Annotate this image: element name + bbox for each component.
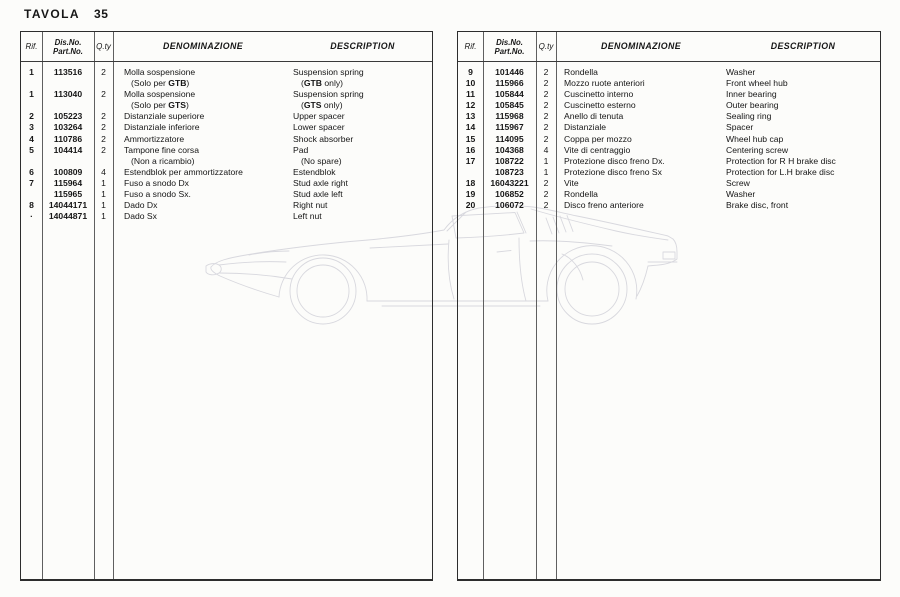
part-number-cell: 105223 xyxy=(53,111,83,122)
table-row xyxy=(21,100,432,111)
denominazione-cell: Coppa per mozzo xyxy=(564,133,632,144)
part-number-cell: 115964 xyxy=(53,177,83,188)
qty-cell: 1 xyxy=(101,177,106,188)
part-number-cell: 114095 xyxy=(495,133,524,144)
qty-cell: 2 xyxy=(543,78,549,89)
part-number-cell: 113040 xyxy=(53,89,83,100)
denominazione-cell: Cuscinetto interno xyxy=(564,89,634,100)
description-cell: Lower spacer xyxy=(293,122,345,133)
description-cell: Washer xyxy=(726,189,756,200)
description-cell: Shock absorber xyxy=(293,133,354,144)
table-row xyxy=(21,189,432,200)
description-cell: Washer xyxy=(726,67,756,77)
denominazione-cell: Protezione disco freno Sx xyxy=(564,166,662,177)
table-row xyxy=(458,122,880,133)
qty-cell: 2 xyxy=(543,133,549,144)
denominazione-cell: Fuso a snodo Dx xyxy=(124,177,189,188)
header-denominazione: DENOMINAZIONE xyxy=(163,41,243,51)
description-cell: Upper spacer xyxy=(293,111,345,122)
rif-cell xyxy=(21,189,42,200)
table-number: 35 xyxy=(93,7,109,21)
part-number-cell: 104414 xyxy=(53,144,83,155)
denominazione-cell: Anello di tenuta xyxy=(564,111,624,122)
qty-cell xyxy=(94,100,113,111)
table-row xyxy=(21,178,432,189)
rif-cell: 1 xyxy=(29,67,34,77)
table-row xyxy=(21,145,432,156)
qty-cell: 2 xyxy=(101,89,106,100)
parts-table-right xyxy=(457,31,881,581)
part-number-cell: 105844 xyxy=(495,89,524,100)
table-header xyxy=(458,32,880,61)
page-title xyxy=(24,7,109,21)
denominazione-cell: Cuscinetto esterno xyxy=(564,100,636,111)
table-row xyxy=(458,111,880,122)
qty-cell: 4 xyxy=(101,166,106,177)
header-description: DESCRIPTION xyxy=(330,41,395,51)
rif-cell xyxy=(21,156,42,167)
qty-cell: 1 xyxy=(543,155,549,166)
denominazione-cell: Tampone fine corsa xyxy=(124,144,199,155)
description-cell: Wheel hub cap xyxy=(726,133,784,144)
qty-cell: 2 xyxy=(101,133,106,144)
header-denominazione: DENOMINAZIONE xyxy=(601,41,681,51)
qty-cell: 2 xyxy=(543,177,549,188)
rif-cell: 6 xyxy=(29,166,34,177)
rif-cell: 16 xyxy=(465,144,476,155)
denominazione-cell: Protezione disco freno Dx. xyxy=(564,155,665,166)
denominazione-cell: Molla sospensione xyxy=(124,89,196,100)
table-header xyxy=(21,32,432,61)
part-number-cell: 106072 xyxy=(495,200,524,211)
parts-table-left xyxy=(20,31,433,581)
description-cell: Brake disc, front xyxy=(726,200,789,211)
description-cell: Outer bearing xyxy=(726,100,779,111)
table-row xyxy=(458,67,880,78)
rif-cell: 17 xyxy=(465,155,476,166)
description-cell: Stud axle left xyxy=(293,189,343,200)
rif-cell: 15 xyxy=(465,133,476,144)
description-cell: Spacer xyxy=(726,122,754,133)
description-cell: Screw xyxy=(726,177,750,188)
table-row xyxy=(21,122,432,133)
table-body xyxy=(458,62,880,211)
qty-cell: 2 xyxy=(543,111,549,122)
rif-cell: 19 xyxy=(465,189,476,200)
table-row xyxy=(458,178,880,189)
table-row xyxy=(21,78,432,89)
description-cell: Protection for R H brake disc xyxy=(726,155,836,166)
denominazione-cell: Rondella xyxy=(564,67,598,77)
description-cell: Stud axle right xyxy=(293,177,348,188)
denominazione-cell: Distanziale inferiore xyxy=(124,122,200,133)
denominazione-cell: Distanziale xyxy=(564,122,607,133)
qty-cell: 2 xyxy=(543,89,549,100)
denominazione-cell: (Solo per GTS) xyxy=(131,100,189,111)
rif-cell xyxy=(458,167,483,178)
table-row xyxy=(21,89,432,100)
denominazione-cell: Molla sospensione xyxy=(124,67,196,77)
header-qty: Q.ty xyxy=(96,42,111,51)
denominazione-cell: Mozzo ruote anteriori xyxy=(564,78,645,89)
qty-cell xyxy=(94,78,113,89)
rif-cell xyxy=(21,100,42,111)
table-row xyxy=(458,89,880,100)
table-row xyxy=(21,167,432,178)
part-number-cell: 108723 xyxy=(495,166,524,177)
qty-cell: 2 xyxy=(543,189,549,200)
denominazione-cell: (Solo per GTB) xyxy=(131,78,190,89)
description-cell: Suspension spring xyxy=(293,67,364,77)
part-number-cell: 104368 xyxy=(495,144,524,155)
title-word: TAVOLA xyxy=(24,7,80,21)
part-number-cell: 103264 xyxy=(53,122,83,133)
table-body xyxy=(21,62,432,222)
description-cell: (GTS only) xyxy=(301,100,343,111)
header-part-no: Dis.No. Part.No. xyxy=(53,37,83,56)
part-number-cell: 108722 xyxy=(495,155,524,166)
qty-cell: 1 xyxy=(101,189,106,200)
rif-cell: 2 xyxy=(29,111,34,122)
description-cell: Pad xyxy=(293,144,309,155)
description-cell: Front wheel hub xyxy=(726,78,788,89)
rif-cell: · xyxy=(30,211,33,222)
qty-cell: 4 xyxy=(543,144,549,155)
table-row xyxy=(21,200,432,211)
description-cell: Sealing ring xyxy=(726,111,772,122)
part-number-cell: 115968 xyxy=(495,111,524,122)
rif-cell: 1 xyxy=(29,89,34,100)
part-number-cell xyxy=(42,78,94,89)
part-number-cell: 16043221 xyxy=(490,177,529,188)
denominazione-cell: Ammortizzatore xyxy=(124,133,185,144)
denominazione-cell: Fuso a snodo Sx. xyxy=(124,189,191,200)
table-row xyxy=(458,200,880,211)
header-rif: Rif. xyxy=(25,42,38,51)
table-row xyxy=(458,78,880,89)
rif-cell: 9 xyxy=(468,67,473,77)
header-qty: Q.ty xyxy=(538,42,554,51)
qty-cell: 2 xyxy=(101,111,106,122)
qty-cell: 2 xyxy=(101,67,106,77)
denominazione-cell: Vite xyxy=(564,177,579,188)
rif-cell: 18 xyxy=(465,177,476,188)
denominazione-cell: Estendblok per ammortizzatore xyxy=(124,166,243,177)
description-cell: Estendblok xyxy=(293,166,336,177)
table-row xyxy=(458,100,880,111)
header-rif: Rif. xyxy=(464,42,477,51)
denominazione-cell: Dado Dx xyxy=(124,200,158,211)
part-number-cell: 115967 xyxy=(495,122,524,133)
qty-cell: 2 xyxy=(543,67,549,77)
rif-cell: 13 xyxy=(465,111,476,122)
denominazione-cell: Distanziale superiore xyxy=(124,111,205,122)
rif-cell: 14 xyxy=(465,122,476,133)
table-row xyxy=(21,111,432,122)
header-description: DESCRIPTION xyxy=(770,41,836,51)
rif-cell: 3 xyxy=(29,122,34,133)
part-number-cell: 113516 xyxy=(53,67,83,77)
table-row xyxy=(458,156,880,167)
table-row xyxy=(21,211,432,222)
part-number-cell: 115965 xyxy=(53,189,83,200)
denominazione-cell: Rondella xyxy=(564,189,598,200)
qty-cell: 1 xyxy=(101,200,106,211)
rif-cell: 7 xyxy=(29,177,34,188)
description-cell: Inner bearing xyxy=(726,89,777,100)
part-number-cell: 115966 xyxy=(495,78,524,89)
denominazione-cell: Dado Sx xyxy=(124,211,157,222)
qty-cell xyxy=(94,156,113,167)
rif-cell: 11 xyxy=(465,89,476,100)
qty-cell: 2 xyxy=(543,100,549,111)
part-number-cell: 105845 xyxy=(495,100,524,111)
description-cell: Suspension spring xyxy=(293,89,364,100)
denominazione-cell: Disco freno anteriore xyxy=(564,200,644,211)
description-cell: Right nut xyxy=(293,200,328,211)
qty-cell: 2 xyxy=(543,200,549,211)
part-number-cell: 14044171 xyxy=(48,200,88,211)
table-row xyxy=(458,189,880,200)
qty-cell: 2 xyxy=(101,144,106,155)
qty-cell: 2 xyxy=(543,122,549,133)
rif-cell: 4 xyxy=(29,133,34,144)
part-number-cell: 110786 xyxy=(53,133,83,144)
description-cell: Left nut xyxy=(293,211,322,222)
part-number-cell: 100809 xyxy=(53,166,83,177)
part-number-cell: 14044871 xyxy=(48,211,88,222)
rif-cell: 5 xyxy=(29,144,34,155)
rif-cell: 8 xyxy=(29,200,34,211)
part-number-cell xyxy=(42,100,94,111)
table-row xyxy=(21,156,432,167)
qty-cell: 2 xyxy=(101,122,106,133)
part-number-cell xyxy=(42,156,94,167)
rif-cell: 12 xyxy=(465,100,476,111)
denominazione-cell: Vite di centraggio xyxy=(564,144,631,155)
qty-cell: 1 xyxy=(101,211,106,222)
part-number-cell: 106852 xyxy=(495,189,524,200)
description-cell: (No spare) xyxy=(301,155,342,166)
table-row xyxy=(458,145,880,156)
part-number-cell: 101446 xyxy=(495,67,524,77)
table-row xyxy=(458,167,880,178)
table-row xyxy=(21,134,432,145)
header-part-no: Dis.No. Part.No. xyxy=(494,37,525,56)
table-row xyxy=(21,67,432,78)
denominazione-cell: (Non a ricambio) xyxy=(131,155,195,166)
table-row xyxy=(458,134,880,145)
rif-cell: 10 xyxy=(465,78,476,89)
description-cell: (GTB only) xyxy=(301,78,344,89)
rif-cell xyxy=(21,78,42,89)
qty-cell: 1 xyxy=(543,166,549,177)
description-cell: Protection for L.H brake disc xyxy=(726,166,835,177)
rif-cell: 20 xyxy=(465,200,476,211)
description-cell: Centering screw xyxy=(726,144,789,155)
